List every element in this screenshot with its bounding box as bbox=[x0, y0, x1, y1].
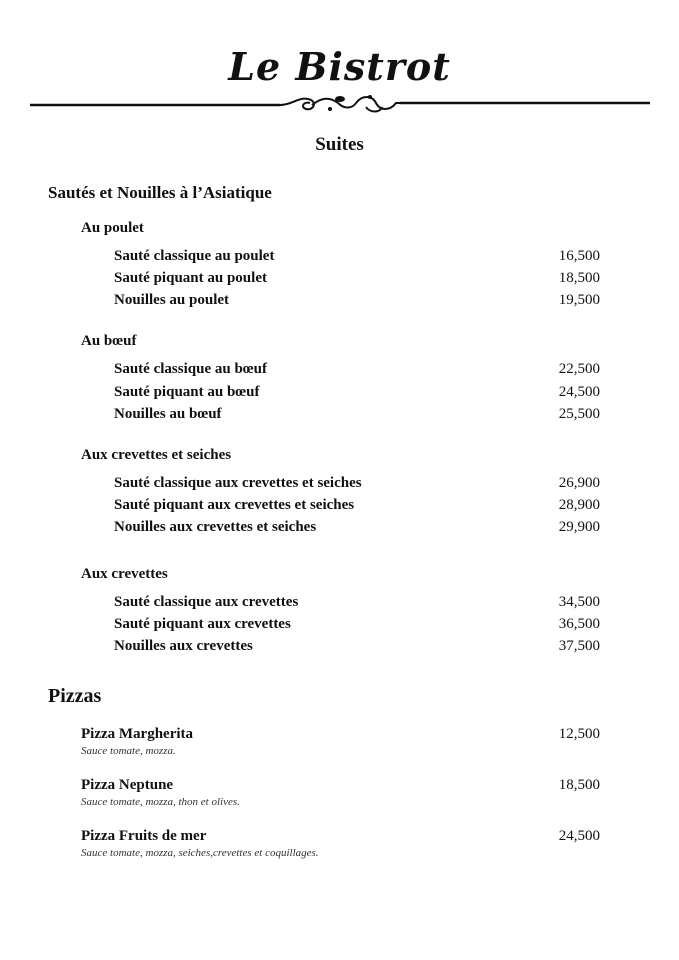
menu-item-price: 22,500 bbox=[558, 361, 600, 377]
section-title-pizzas: Pizzas bbox=[48, 685, 102, 707]
menu-item bbox=[114, 475, 600, 495]
menu-item bbox=[114, 361, 600, 381]
menu-item bbox=[114, 519, 600, 539]
menu-item bbox=[114, 406, 600, 426]
pizza-item bbox=[81, 726, 600, 766]
pizza-description: Sauce tomate, mozza, thon et olives. bbox=[81, 796, 240, 808]
menu-item-name: Nouilles au bœuf bbox=[114, 406, 222, 422]
menu-item-price: 24,500 bbox=[558, 384, 600, 400]
menu-item-name: Sauté classique aux crevettes bbox=[114, 594, 299, 610]
menu-item-name: Nouilles au poulet bbox=[114, 292, 230, 308]
page-subtitle: Suites bbox=[315, 134, 364, 155]
menu-item-price: 26,900 bbox=[558, 475, 600, 491]
menu-item-price: 19,500 bbox=[558, 292, 600, 308]
menu-item bbox=[114, 248, 600, 268]
menu-item-price: 16,500 bbox=[558, 248, 600, 264]
pizza-item bbox=[81, 828, 600, 868]
pizza-price: 24,500 bbox=[558, 828, 600, 844]
pizza-description: Sauce tomate, mozza, seiches,crevettes et coquillages. bbox=[81, 847, 319, 859]
menu-item bbox=[114, 497, 600, 517]
menu-item-name: Sauté piquant aux crevettes bbox=[114, 616, 291, 632]
menu-item bbox=[114, 384, 600, 404]
menu-item-price: 25,500 bbox=[558, 406, 600, 422]
menu-item-price: 29,900 bbox=[558, 519, 600, 535]
pizza-name: Pizza Fruits de mer bbox=[81, 828, 207, 844]
group-title-crevettes: Aux crevettes bbox=[81, 566, 168, 582]
menu-item-price: 28,900 bbox=[558, 497, 600, 513]
section-title-sautes: Sautés et Nouilles à l’Asiatique bbox=[48, 183, 272, 202]
menu-item-name: Nouilles aux crevettes et seiches bbox=[114, 519, 317, 535]
pizza-price: 12,500 bbox=[558, 726, 600, 742]
menu-item bbox=[114, 594, 600, 614]
menu-item bbox=[114, 616, 600, 636]
pizza-item bbox=[81, 777, 600, 817]
menu-item-name: Sauté piquant aux crevettes et seiches bbox=[114, 497, 355, 513]
menu-item-price: 37,500 bbox=[558, 638, 600, 654]
restaurant-logo: Le Bistrot bbox=[228, 44, 451, 89]
pizza-price: 18,500 bbox=[558, 777, 600, 793]
pizza-name: Pizza Margherita bbox=[81, 726, 194, 742]
pizza-name: Pizza Neptune bbox=[81, 777, 174, 793]
group-title-poulet: Au poulet bbox=[81, 220, 144, 236]
group-title-boeuf: Au bœuf bbox=[81, 333, 137, 349]
pizza-description: Sauce tomate, mozza. bbox=[81, 745, 176, 757]
ornament-divider-icon bbox=[30, 91, 650, 117]
menu-item-name: Nouilles aux crevettes bbox=[114, 638, 253, 654]
menu-item-name: Sauté piquant au poulet bbox=[114, 270, 267, 286]
menu-item-name: Sauté classique aux crevettes et seiches bbox=[114, 475, 362, 491]
group-title-crevettes-seiches: Aux crevettes et seiches bbox=[81, 447, 232, 463]
menu-item-name: Sauté piquant au bœuf bbox=[114, 384, 260, 400]
menu-item-name: Sauté classique au poulet bbox=[114, 248, 275, 264]
menu-item-price: 34,500 bbox=[558, 594, 600, 610]
menu-item-price: 18,500 bbox=[558, 270, 600, 286]
menu-item-price: 36,500 bbox=[558, 616, 600, 632]
menu-item-name: Sauté classique au bœuf bbox=[114, 361, 267, 377]
menu-item bbox=[114, 638, 600, 658]
menu-item bbox=[114, 292, 600, 312]
menu-item bbox=[114, 270, 600, 290]
